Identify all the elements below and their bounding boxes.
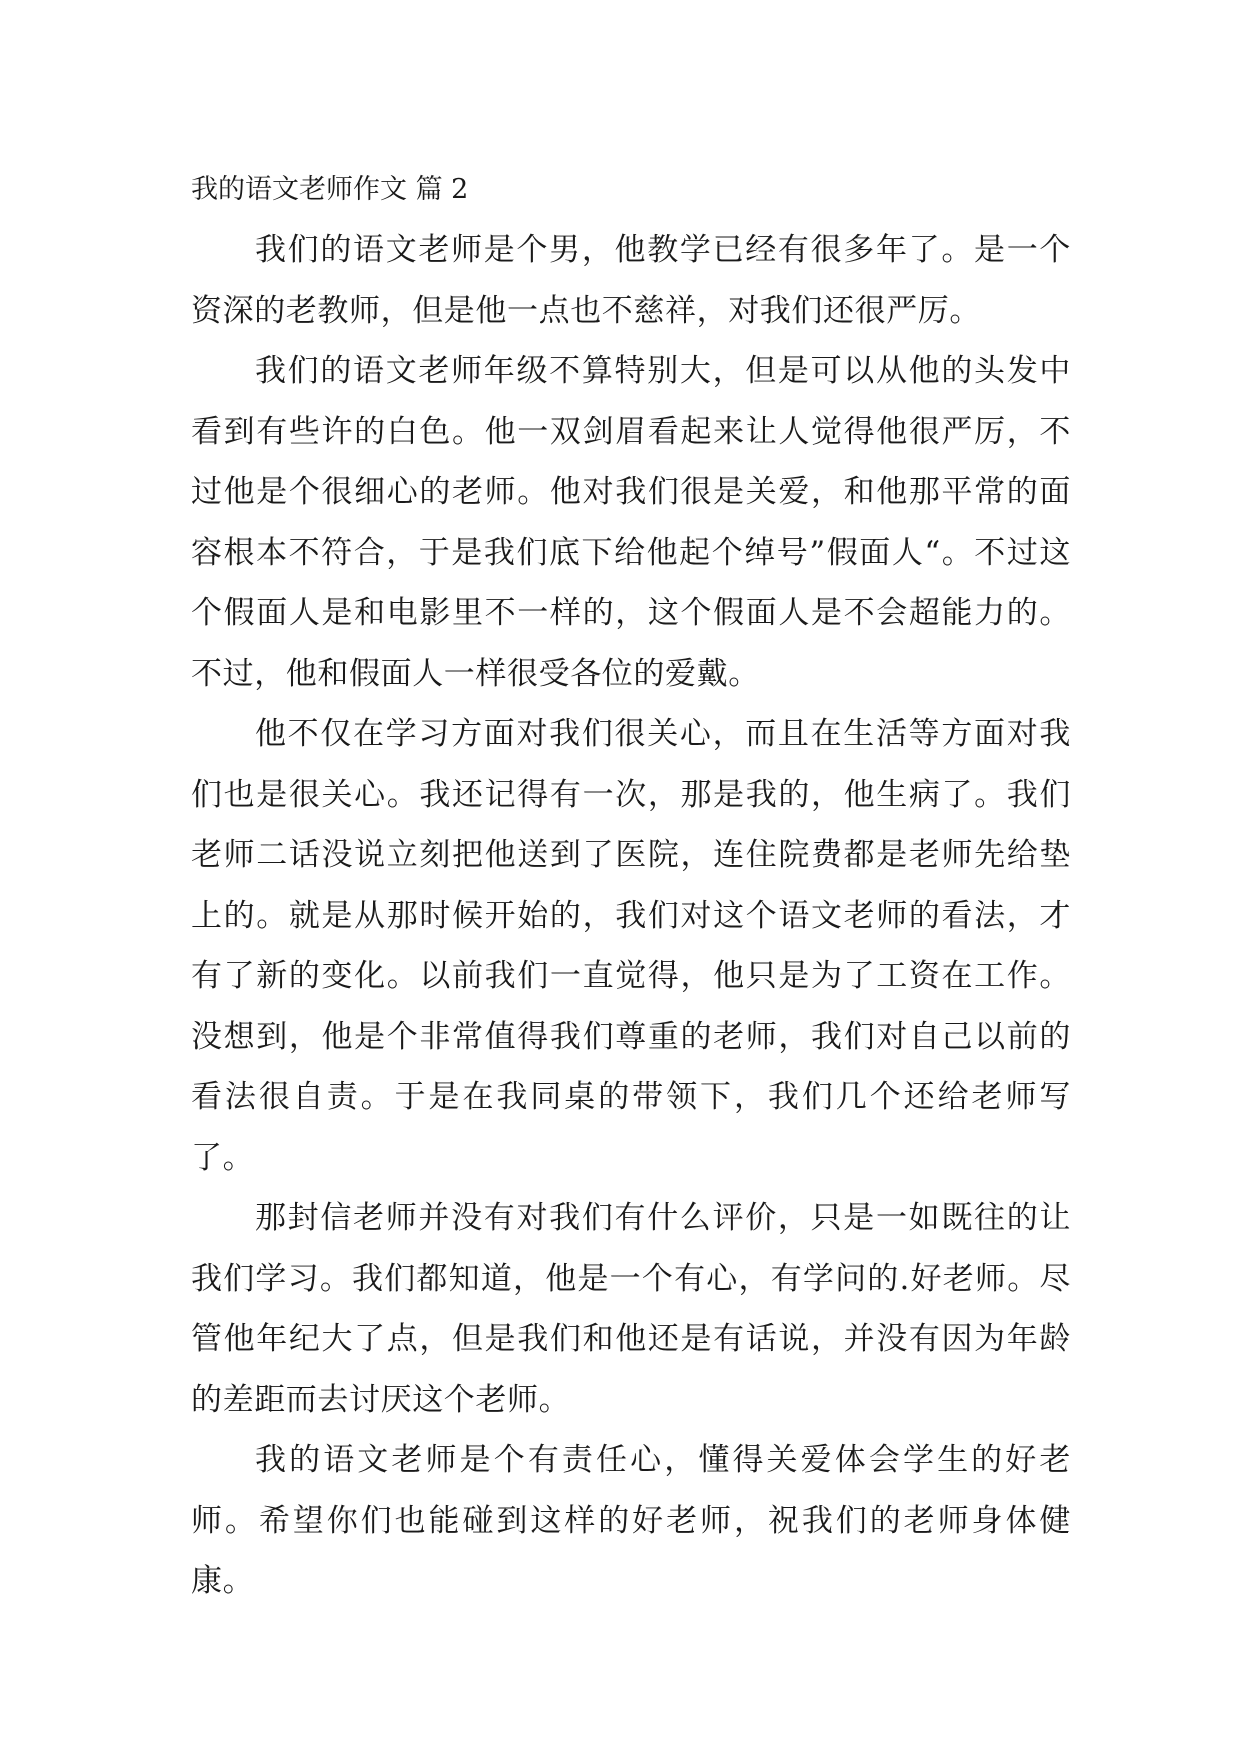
paragraph-5: 我的语文老师是个有责任心，懂得关爱体会学生的好老师。希望你们也能碰到这样的好老师，祝我们的老师身体健康。 [191,1442,1071,1599]
paragraph-3: 他不仅在学习方面对我们很关心，而且在生活等方面对我们也是很关心。我还记得有一次，那是我的，他生病了。我们老师二话没说立刻把他送到了医院，连住院费都是老师先给垫上的。就是从那时候开始的，我们对这个语文老师的看法，才有了新的变化。以前我们一直觉得，他只是为了工资在工作。没想到，他是个非常值得我们尊重的老师，我们对自己以前的看法很自责。于是在我同桌的带领下，我们几个还给老师写了。 [191,716,1071,1176]
paragraph-4: 那封信老师并没有对我们有什么评价，只是一如既往的让我们学习。我们都知道，他是一个有心，有学问的.好老师。尽管他年纪大了点，但是我们和他还是有话说，并没有因为年龄的差距而去讨厌这个老师。 [191,1200,1071,1418]
essay-title: 我的语文老师作文 篇 2 [191,174,469,205]
paragraph-1: 我们的语文老师是个男，他教学已经有很多年了。是一个资深的老教师，但是他一点也不慈祥，对我们还很严厉。 [191,232,1071,329]
paragraph-2: 我们的语文老师年级不算特别大，但是可以从他的头发中看到有些许的白色。他一双剑眉看起来让人觉得他很严厉，不过他是个很细心的老师。他对我们很是关爱，和他那平常的面容根本不符合，于是我们底下给他起个绰号”假面人“。不过这个假面人是和电影里不一样的，这个假面人是不会超能力的。不过，他和假面人一样很受各位的爱戴。 [191,353,1071,692]
document-body [191,160,1071,1612]
